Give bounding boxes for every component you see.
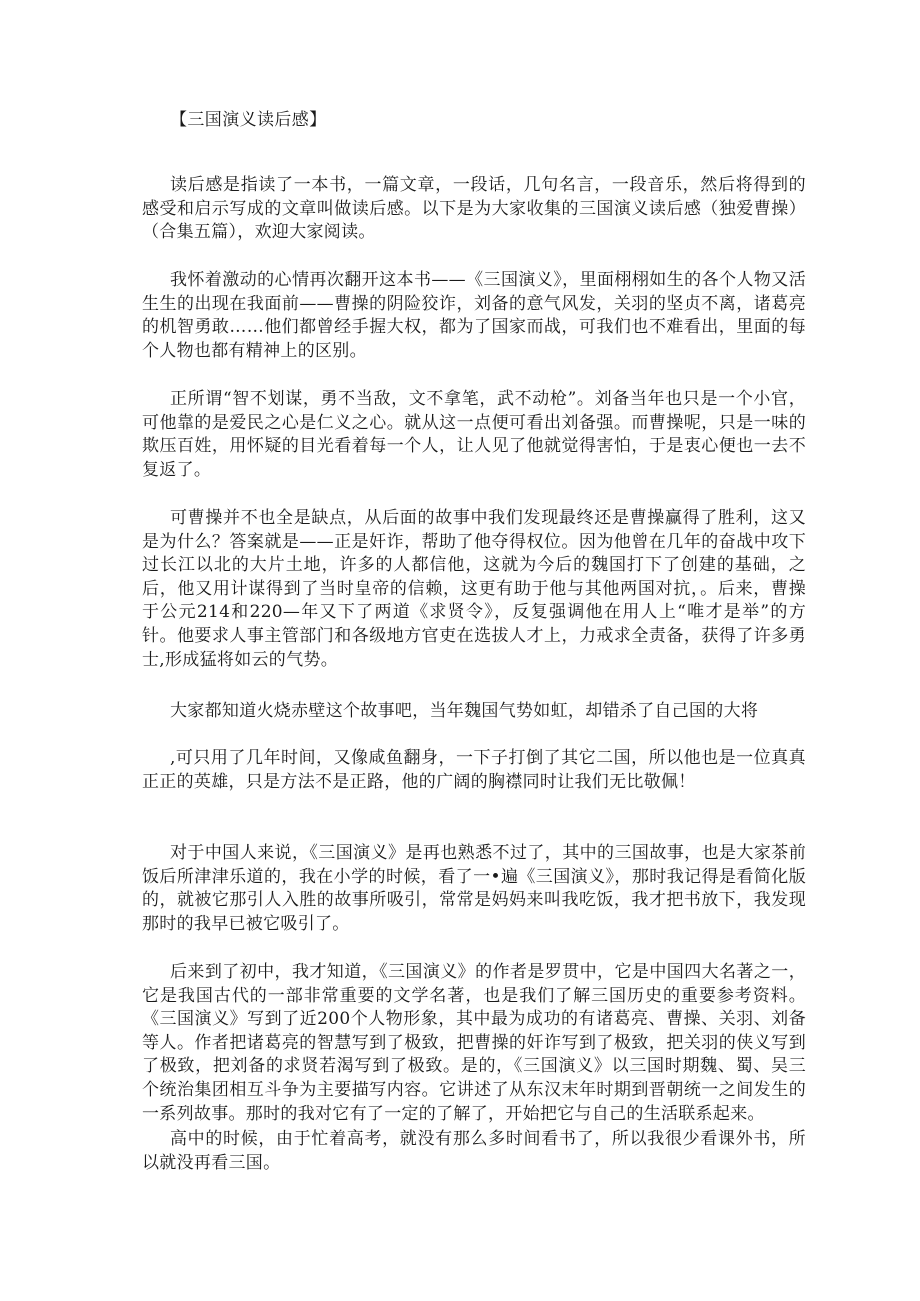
document-title: 【三国演义读后感】 <box>170 110 327 130</box>
paragraph-liubei: 正所谓“智不划谋，勇不当敌，文不拿笔，武不动枪”。刘备当年也只是一个小官，可他靠的是爱民之心是仁义之心。就从这一点便可看出刘备强。而曹操呢，只是一味的欺压百姓，用怀疑的目光看着每一个人，让人见了他就觉得害怕，于是衷心便也一去不复返了。 <box>142 389 806 480</box>
paragraph-characters: 我怀着激动的心情再次翻开这本书——《三国演义》，里面栩栩如生的各个人物又活生生的出现在我面前——曹操的阴险狡诈，刘备的意气风发，关羽的坚贞不离，诸葛亮的机智勇敢……他们都曾经手握大权，都为了国家而战，可我们也不难看出，里面的每个人物也都有精神上的区别。 <box>142 270 806 361</box>
paragraph-hero: ,可只用了几年时间，又像咸鱼翻身，一下子打倒了其它二国，所以他也是一位真真正正的英雄，只是方法不是正路，他的广阔的胸襟同时让我们无比敬佩！ <box>142 748 806 792</box>
paragraph-childhood: 对于中国人来说，《三国演义》是再也熟悉不过了，其中的三国故事，也是大家茶前饭后所津津乐道的，我在小学的时候，看了一•遍《三国演义》，那时我记得是看简化版的，就被它那引人入胜的故事所吸引，常常是妈妈来叫我吃饭，我才把书放下，我发现那时的我早已被它吸引了。 <box>142 843 806 934</box>
paragraph-high-school: 高中的时候，由于忙着高考，就没有那么多时间看书了，所以我很少看课外书，所以就没再看三国。 <box>142 1129 806 1173</box>
paragraph-intro: 读后感是指读了一本书，一篇文章，一段话，几句名言，一段音乐，然后将得到的感受和启示写成的文章叫做读后感。以下是为大家收集的三国演义读后感（独爱曹操）（合集五篇），欢迎大家阅读。 <box>142 175 806 243</box>
paragraph-middle-school: 后来到了初中，我才知道，《三国演义》的作者是罗贯中，它是中国四大名著之一，它是我国古代的一部非常重要的文学名著，也是我们了解三国历史的重要参考资料。《三国演义》写到了近200个人物形象，其中最为成功的有诸葛亮、曹操、关羽、刘备等人。作者把诸葛亮的智慧写到了极致，把曹操的奸诈写到了极致，把关羽的侠义写到了极致，把刘备的求贤若渴写到了极致。是的，《三国演义》以三国时期魏、蜀、吴三个统治集团相互斗争为主要描写内容。它讲述了从东汉末年时期到晋朝统一之间发生的一系列故事。那时的我对它有了一定的了解了，开始把它与自己的生活联系起来。 <box>142 962 806 1124</box>
paragraph-chibi: 大家都知道火烧赤壁这个故事吧，当年魏国气势如虹，却错杀了自己国的大将 <box>170 701 759 721</box>
paragraph-caocao: 可曹操并不也全是缺点，从后面的故事中我们发现最终还是曹操赢得了胜利，这又是为什么？答案就是——正是奸诈，帮助了他夺得权位。因为他曾在几年的奋战中攻下过长江以北的大片土地，许多的人都信他，这就为今后的魏国打下了创建的基础，之后，他又用计谋得到了当时皇帝的信赖，这更有助于他与其他两国对抗，。后来，曹操于公元214和220—年又下了两道《求贤令》，反复强调他在用人上“唯才是举”的方针。他要求人事主管部门和各级地方官吏在选拔人才上，力戒求全责备，获得了许多勇士,形成猛将如云的气势。 <box>142 508 806 670</box>
